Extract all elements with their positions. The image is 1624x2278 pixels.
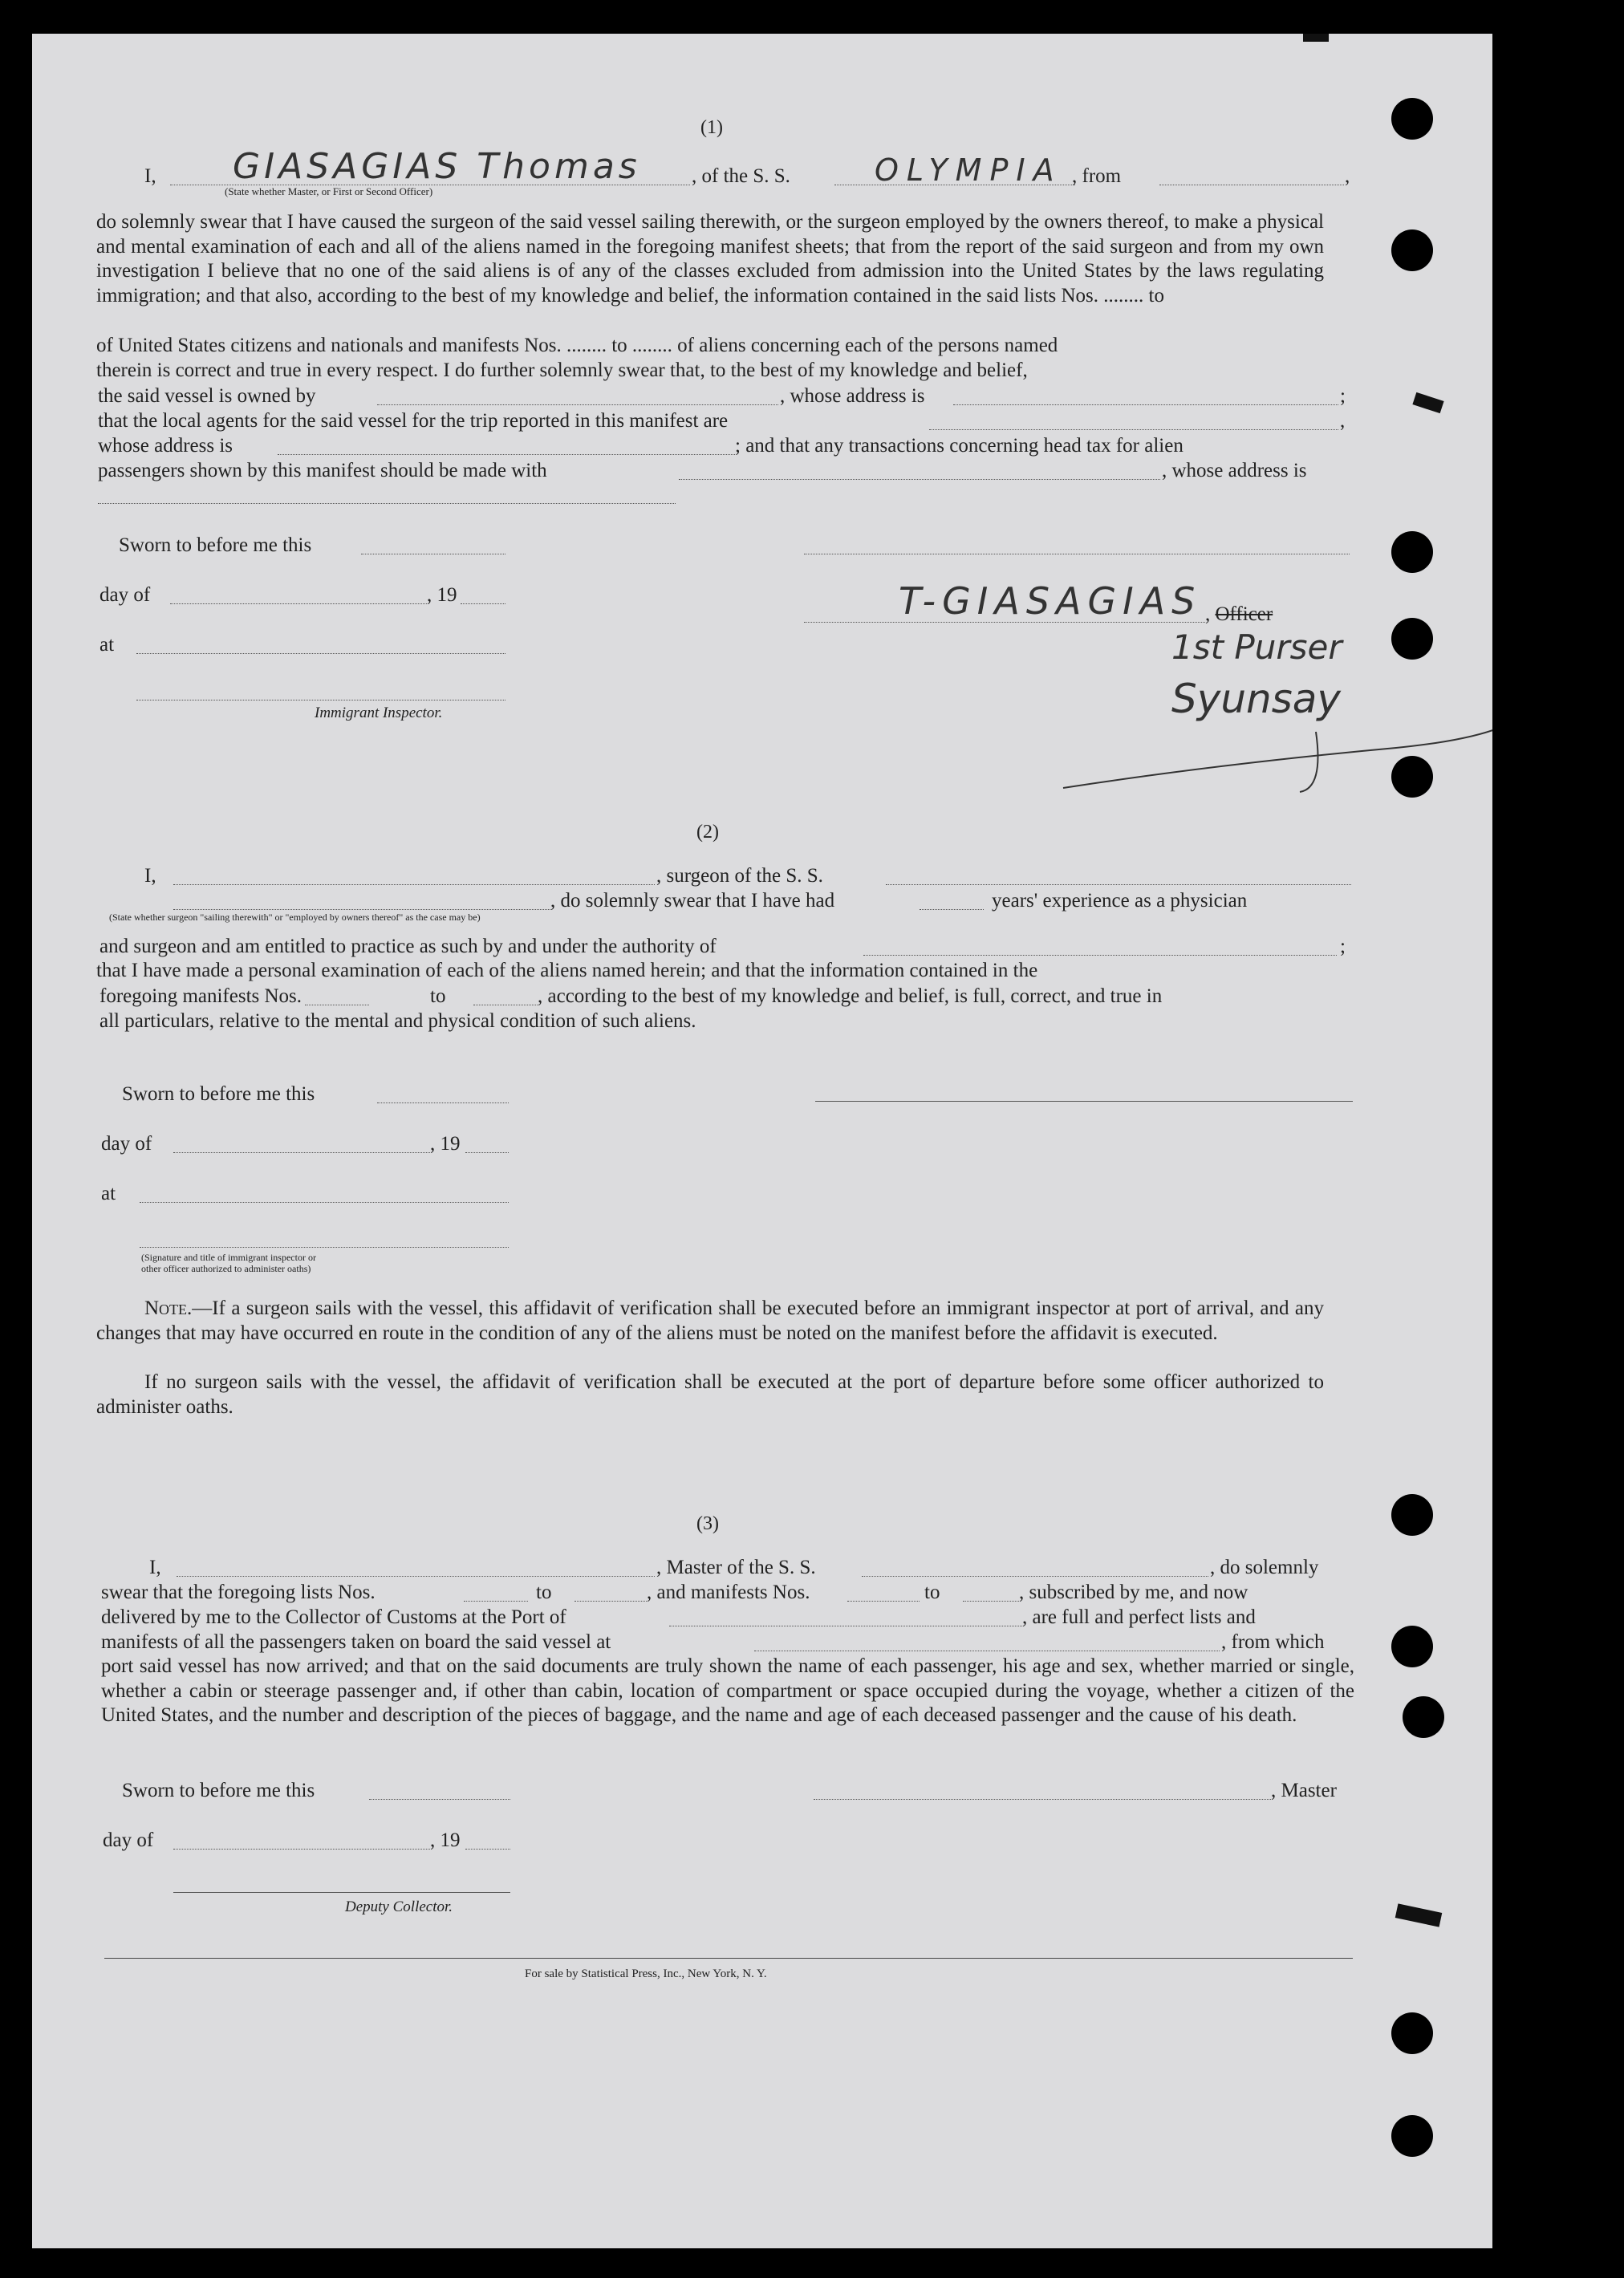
s1-comma-2: ,	[1340, 410, 1346, 432]
edge-mark	[1412, 392, 1443, 413]
s2-subcaption: (State whether surgeon "sailing therewith" or "employed by owners thereof" as the case may be)	[109, 912, 481, 923]
s3-port-arrived-paragraph: port said vessel has now arrived; and that on the said documents are truly shown the name of each passenger, his age and sex, whether married or single, whether a cabin or steerage passenger and, if other than cabin, location of compartment or space occupied during the voyage, whether a citizen of the United States, and the number and description of the pieces of baggage, and the name and age of each deceased passenger and the cause of his death.	[101, 1655, 1354, 1727]
punch-hole	[1391, 2012, 1433, 2054]
s2-to: to	[430, 985, 446, 1007]
s1-line-citizens: of United States citizens and nationals and manifests Nos. ........ to ........ of aliens concerning each of the persons named	[96, 335, 1058, 356]
punch-hole	[1391, 1494, 1433, 1536]
s3-foregoing-lists: swear that the foregoing lists Nos.	[101, 1582, 376, 1603]
s3-solemnly: , do solemnly	[1210, 1557, 1319, 1578]
note-paragraph-1	[96, 1297, 1324, 1346]
s3-sworn: Sworn to before me this	[122, 1780, 315, 1801]
edge-mark	[1303, 34, 1329, 42]
s1-at: at	[99, 634, 115, 656]
footer-printer-note: For sale by Statistical Press, Inc., New York, N. Y.	[525, 1967, 767, 1980]
s3-full-perfect: , are full and perfect lists and	[1022, 1606, 1256, 1628]
s1-owner-address: , whose address is	[780, 385, 925, 407]
s1-from-comma: ,	[1345, 165, 1350, 187]
punch-hole	[1391, 2115, 1433, 2157]
deputy-collector-label: Deputy Collector.	[345, 1898, 453, 1915]
s2-sig-sub-2: other officer authorized to administer oaths)	[141, 1263, 311, 1274]
section-1-number: (1)	[700, 117, 723, 138]
s3-day-of: day of	[103, 1829, 154, 1851]
s1-day-of: day of	[99, 584, 151, 606]
s1-semicolon: ;	[1340, 385, 1346, 407]
s2-i: I,	[144, 865, 156, 887]
section-3-number: (3)	[696, 1513, 719, 1534]
s2-sworn: Sworn to before me this	[122, 1083, 315, 1105]
s2-surgeon-of: , surgeon of the S. S.	[656, 865, 823, 887]
s3-to-1: to	[536, 1582, 552, 1603]
note-paragraph-2: If no surgeon sails with the vessel, the affidavit of verification shall be executed at the port of departure before some officer authorized to administer oaths.	[96, 1371, 1324, 1418]
s3-delivered: delivered by me to the Collector of Customs at the Port of	[101, 1606, 566, 1628]
s2-sig-sub-1: (Signature and title of immigrant inspector or	[141, 1252, 316, 1263]
s3-to-2: to	[924, 1582, 940, 1603]
s3-master-of: , Master of the S. S.	[656, 1557, 816, 1578]
note-heading: Note.	[144, 1297, 193, 1319]
s2-according: , according to the best of my knowledge and belief, is full, correct, and true in	[538, 985, 1163, 1007]
s2-day-of: day of	[101, 1133, 152, 1155]
s3-nineteen: , 19	[430, 1829, 461, 1851]
s1-of-ss: , of the S. S.	[692, 165, 790, 187]
s1-owned-by: the said vessel is owned by	[98, 385, 316, 407]
s1-oath-paragraph: do solemnly swear that I have caused the surgeon of the said vessel sailing therewith, or the surgeon employed by the owners thereof, to make a physical and mental examination of each and all of the aliens named in the foregoing manifest sheets; that from the report of the said surgeon and from my own investigation I believe that no one of the said aliens is of any of the classes excluded from admission into the United States by the laws regulating immigration; and that also, according to the best of my knowledge and belief, the information contained in the said lists Nos. ........ to	[96, 211, 1324, 307]
handwritten-title: 1st Purser	[1171, 627, 1342, 667]
s1-whose-address: whose address is	[98, 435, 233, 457]
s1-sworn: Sworn to before me this	[119, 534, 312, 556]
punch-hole	[1391, 98, 1433, 140]
s1-name-subcaption: (State whether Master, or First or Second Officer)	[225, 185, 433, 197]
s2-authority: and surgeon and am entitled to practice as such by and under the authority of	[99, 936, 717, 957]
s2-solemnly-swear: , do solemnly swear that I have had	[550, 890, 835, 912]
edge-mark	[1395, 1903, 1443, 1927]
s1-line-therein: therein is correct and true in every respect. I do further solemnly swear that, to the best of my knowledge and belief,	[96, 359, 1028, 381]
handwritten-ship-name: OLYMPIA	[875, 152, 1062, 188]
officer-struck-word: Officer	[1215, 603, 1273, 625]
manifest-verification-page	[32, 34, 1492, 2248]
s3-master-label: , Master	[1271, 1780, 1337, 1801]
s2-at: at	[101, 1183, 116, 1204]
s3-from-which: , from which	[1221, 1631, 1325, 1653]
handwritten-officer-name: GIASAGIAS Thomas	[233, 146, 641, 187]
officer-label: , Officer	[1205, 603, 1273, 625]
s1-i: I,	[144, 165, 156, 187]
punch-hole	[1391, 1626, 1433, 1667]
s1-local-agents: that the local agents for the said vessel for the trip reported in this manifest are	[98, 410, 729, 432]
s2-examination-line: that I have made a personal examination of each of the aliens named herein; and that the information contained in the	[96, 960, 1038, 981]
punch-hole	[1403, 1696, 1444, 1738]
section-2-number: (2)	[696, 822, 719, 843]
s1-head-tax: ; and that any transactions concerning head tax for alien	[735, 435, 1183, 457]
note-text-1: —If a surgeon sails with the vessel, this affidavit of verification shall be executed before an immigrant inspector at port of arrival, and any changes that may have occurred en route in the condition of any of the aliens must be noted on the manifest before the affidavit is executed.	[96, 1297, 1324, 1344]
s2-semicolon: ;	[1340, 936, 1346, 957]
s2-nineteen: , 19	[430, 1133, 461, 1155]
punch-hole	[1391, 531, 1433, 573]
s1-whose-address-is: , whose address is	[1162, 460, 1307, 481]
punch-hole	[1391, 229, 1433, 271]
s1-passengers-shown: passengers shown by this manifest should be made with	[98, 460, 547, 481]
s1-from: , from	[1072, 165, 1122, 187]
s3-subscribed: , subscribed by me, and now	[1019, 1582, 1248, 1603]
s2-manifests-nos: foregoing manifests Nos.	[99, 985, 302, 1007]
s3-manifests-nos: , and manifests Nos.	[647, 1582, 810, 1603]
handwritten-signature: T-GIASAGIAS	[899, 579, 1202, 623]
handwritten-signature-2: Syunsay	[1171, 676, 1341, 722]
punch-hole	[1391, 756, 1433, 798]
s2-particulars: all particulars, relative to the mental and physical condition of such aliens.	[99, 1010, 696, 1032]
s1-nineteen: , 19	[427, 584, 457, 606]
s3-manifests-all: manifests of all the passengers taken on board the said vessel at	[101, 1631, 611, 1653]
s2-years: years' experience as a physician	[992, 890, 1248, 912]
immigrant-inspector-label: Immigrant Inspector.	[315, 705, 443, 721]
punch-hole	[1391, 618, 1433, 660]
s3-i: I,	[149, 1557, 161, 1578]
